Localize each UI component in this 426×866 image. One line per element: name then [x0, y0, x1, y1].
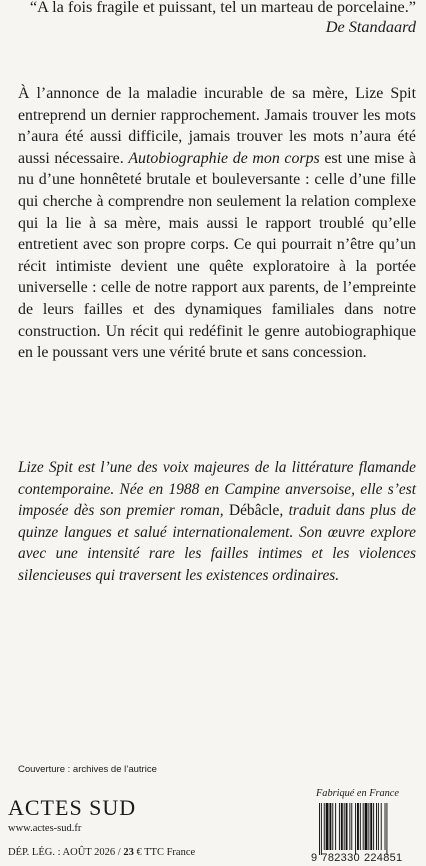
barcode-bar	[378, 803, 379, 850]
barcode-bar	[351, 803, 352, 850]
barcode-bar	[346, 803, 348, 850]
barcode-bar	[365, 803, 368, 850]
barcode-bar	[341, 803, 343, 850]
synopsis	[18, 83, 416, 364]
barcode-bar	[381, 803, 382, 850]
barcode-bar	[339, 803, 340, 850]
bio-part1: Lize Spit est l’une des voix majeures de la littérature flamande contemporaine. Née en 1988 en Campine anversoise, elle s’est imposée dès son premier roman,	[18, 459, 416, 520]
barcode-bar	[319, 803, 320, 855]
barcode-bar	[357, 803, 359, 850]
barcode-group2: 224851	[363, 852, 403, 864]
barcode-bar	[370, 803, 372, 850]
barcode-bar	[376, 803, 377, 850]
barcode-bar	[321, 803, 322, 855]
barcode-bars	[317, 803, 420, 855]
publisher-logo: ACTES SUD	[8, 795, 137, 820]
synopsis-part1: À l’annonce de la maladie incurable de sa mère, Lize Spit entreprend un dernier rapprochement. Jamais trouver les mots n’aura été aussi difficile, jamais trouver les mots n’aura été aussi nécessaire.	[18, 85, 416, 167]
book-title: Autobiographie de mon corps	[128, 149, 320, 167]
quote-source: De Standaard	[325, 17, 416, 36]
barcode-bar	[324, 803, 325, 850]
barcode-bar	[332, 803, 333, 850]
barcode-bar	[373, 803, 374, 850]
synopsis-part2: est une mise à nu d’une honnêteté brutale et bouleversante : celle d’une fille qui cherche à comprendre non seulement la relation complexe qui la lie à sa mère, mais aussi le rapport troublé qu’elle entretient avec son propre corps. Ce qui pourrait n’être qu’un récit intimiste devient une quête exploratoire à la portée universelle : celle de notre rapport aux parents, de l’empreinte de leurs failles et des dynamiques familiales dans notre construction. Un récit qui redéfinit le genre autobiographique en le poussant vers une vérité brute et sans concession.	[18, 149, 416, 362]
publisher-website: www.actes-sud.fr	[8, 823, 82, 834]
made-in-label: Fabriqué en France	[316, 788, 399, 799]
barcode-bar	[360, 803, 361, 850]
cover-credit: Couverture : archives de l’autrice	[18, 764, 157, 775]
barcode-bar	[344, 803, 345, 850]
barcode-group1: 782330	[321, 852, 360, 864]
barcode-bar	[385, 803, 386, 850]
barcode-number	[311, 852, 402, 864]
barcode-bar	[368, 803, 369, 850]
barcode-bar	[326, 803, 329, 850]
barcode-bar	[329, 803, 331, 850]
blurb-quote	[0, 0, 416, 37]
bio-part2: , traduit dans plus de quinze langues et salué internationalement. Son œuvre explore avec une intensité rare les failles intimes et les violences silencieuses qui traversent les existences ordinaires.	[18, 502, 416, 584]
barcode-bar	[335, 803, 336, 850]
barcode-bar	[349, 803, 350, 850]
barcode-bar	[363, 803, 364, 850]
legal-suffix: € TTC France	[133, 847, 196, 858]
barcode-bar	[386, 803, 387, 855]
barcode-bar	[355, 803, 356, 855]
novel-title: Débâcle	[228, 502, 280, 520]
legal-deposit	[8, 847, 195, 858]
isbn-barcode	[311, 803, 420, 866]
legal-prefix: DÉP. LÉG. : AOÛT 2026 /	[8, 847, 124, 858]
quote-text: “A la fois fragile et puissant, tel un marteau de porcelaine.”	[29, 0, 416, 16]
price-number: 23	[123, 847, 134, 858]
barcode-digit1: 9	[311, 852, 318, 864]
author-bio	[18, 457, 416, 587]
